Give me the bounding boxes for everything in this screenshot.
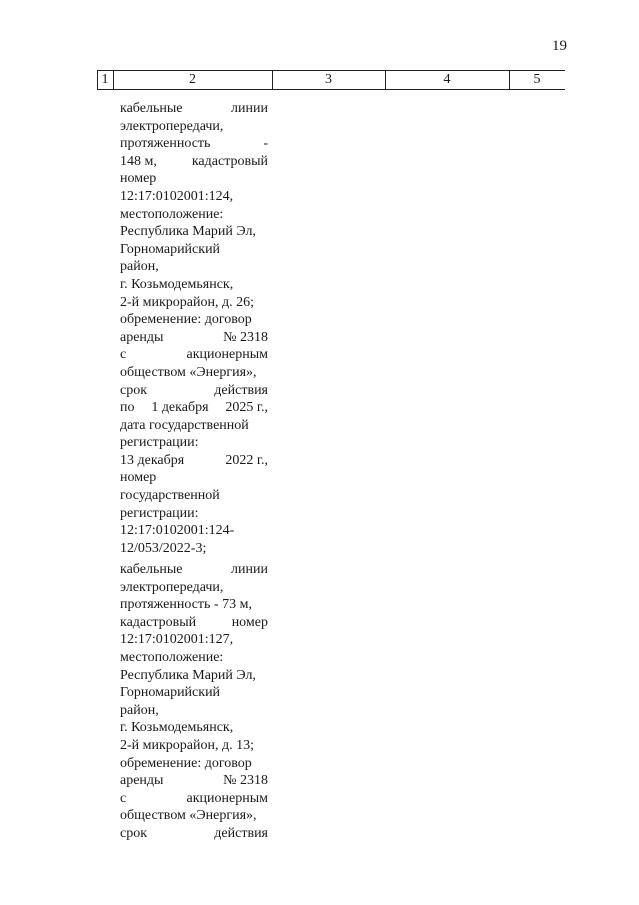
text-line [120,772,268,790]
text-line [120,118,268,136]
text-line [120,487,268,505]
text-line [120,540,268,558]
text-line [120,807,268,825]
text-fragment: действия [214,825,268,841]
text-line [120,276,268,294]
text-line [120,452,268,470]
text-fragment: линии [231,562,268,577]
header-col-1: 1 [101,72,109,87]
text-line [120,667,268,685]
text-fragment: протяженность [120,136,211,152]
text-fragment: г. Козьмодемьянск, [120,720,234,736]
text-fragment: № 2318 [223,773,268,789]
text-fragment: с [120,347,127,363]
text-fragment: обществом «Энергия», [120,364,257,380]
table-header-row [97,70,565,90]
text-line [120,719,268,737]
text-line [120,755,268,773]
text-fragment: аренды [120,329,164,345]
text-fragment: 2025 г., [225,400,268,416]
text-fragment: срок [120,382,148,398]
text-fragment: 2-й микрорайон, д. 26; [120,294,255,310]
header-col-5: 5 [533,72,541,87]
text-line [120,364,268,382]
text-line [120,649,268,667]
text-fragment: 2022 г., [225,452,268,468]
text-fragment: аренды [120,773,164,789]
text-fragment: кадастровый [120,614,197,630]
text-fragment: Горномарийский [120,685,221,701]
text-fragment: обременение: договор [120,312,252,328]
text-fragment: 148 м, [120,153,157,169]
text-fragment: 12:17:0102001:124- [120,523,235,539]
text-line [120,469,268,487]
text-line [120,631,268,649]
text-fragment: государственной [120,488,220,504]
text-fragment: № 2318 [223,329,268,345]
text-line [120,170,268,188]
text-fragment: акционерным [186,790,268,806]
text-fragment: кадастровый [191,153,268,169]
text-fragment: Республика Марий Эл, [120,667,256,683]
text-fragment: дата государственной [120,417,249,433]
property-entry-cable-line-148m [120,100,268,557]
text-fragment: 13 декабря [120,452,185,468]
text-fragment: кабельные [120,562,183,577]
text-fragment: обременение: договор [120,755,252,771]
text-line [120,153,268,171]
text-line [120,329,268,347]
text-line [120,382,268,400]
text-fragment: г. Козьмодемьянск, [120,276,234,292]
text-line [120,561,268,579]
text-fragment: регистрации: [120,505,199,521]
text-fragment: Республика Марий Эл, [120,224,256,240]
text-line [120,737,268,755]
text-line [120,684,268,702]
text-fragment: Горномарийский [120,241,221,257]
text-fragment: действия [214,382,268,398]
text-fragment: - [263,136,268,152]
text-fragment: регистрации: [120,435,199,451]
text-line [120,614,268,632]
text-fragment: район, [120,702,159,718]
header-col-3: 3 [325,72,332,87]
text-fragment: акционерным [186,347,268,363]
text-fragment: район, [120,259,159,275]
text-fragment: 12:17:0102001:127, [120,632,234,648]
text-fragment: с [120,790,127,806]
text-line [120,223,268,241]
text-line [120,596,268,614]
text-line [120,522,268,540]
text-line [120,346,268,364]
text-fragment: срок [120,825,148,841]
text-fragment: электропередачи, [120,118,224,134]
text-fragment: 12:17:0102001:124, [120,188,234,204]
text-line [120,135,268,153]
text-fragment: местоположение: [120,649,224,665]
page-number: 19 [552,38,567,54]
header-col-2: 2 [189,72,196,87]
text-line [120,417,268,435]
text-fragment: номер [231,614,268,630]
text-line [120,241,268,259]
text-line [120,258,268,276]
text-line [120,206,268,224]
text-line [120,434,268,452]
text-fragment: протяженность - 73 м, [120,597,252,613]
text-fragment: 2-й микрорайон, д. 13; [120,737,255,753]
text-fragment: номер [120,470,157,486]
text-line [120,311,268,329]
text-line [120,399,268,417]
text-fragment: кабельные [120,101,183,116]
header-col-4: 4 [443,72,451,87]
text-fragment: линии [231,101,268,116]
text-line [120,505,268,523]
text-fragment: электропередачи, [120,579,224,595]
text-line [120,825,268,843]
text-line [120,100,268,118]
text-line [120,294,268,312]
text-line [120,188,268,206]
property-entry-cable-line-73m [120,561,268,843]
text-line [120,579,268,597]
text-fragment: номер [120,171,157,187]
text-line [120,702,268,720]
text-line [120,790,268,808]
text-fragment: 1 декабря [151,400,209,416]
text-fragment: по [120,400,135,416]
text-fragment: 12/053/2022-3; [120,540,207,556]
text-fragment: местоположение: [120,206,224,222]
text-fragment: обществом «Энергия», [120,808,257,824]
